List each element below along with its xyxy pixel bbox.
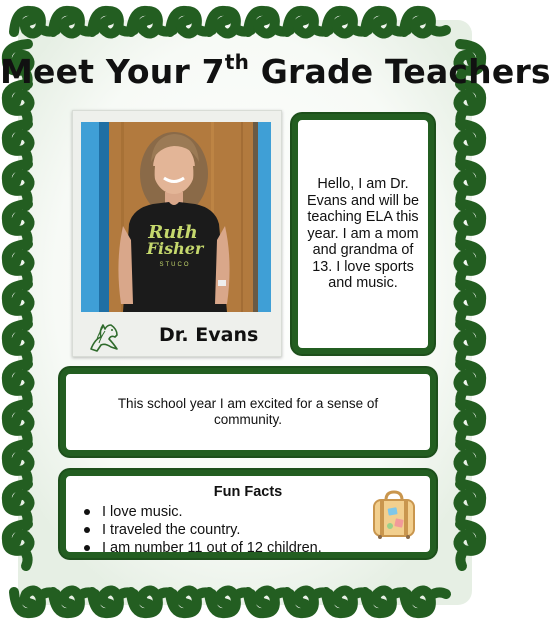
fun-facts-title: Fun Facts	[213, 484, 283, 500]
teacher-photo-card	[72, 110, 282, 357]
list-item: I am number 11 out of 12 children.	[82, 539, 322, 557]
fun-facts-box	[60, 470, 436, 558]
excited-text: This school year I am excited for a sense of community.	[117, 396, 379, 427]
intro-box	[292, 114, 434, 354]
suitcase-icon	[366, 486, 422, 542]
svg-text:Ruth: Ruth	[148, 222, 198, 243]
teacher-name: Dr. Evans	[159, 324, 259, 346]
fun-facts-list	[82, 503, 322, 557]
page-title: Meet Your 7th Grade Teachers	[0, 50, 551, 91]
excited-box	[60, 368, 436, 456]
mustang-horse-icon	[87, 319, 123, 355]
svg-text:Fisher: Fisher	[146, 239, 204, 258]
teacher-photo	[81, 122, 271, 312]
list-item: I love music.	[82, 503, 322, 521]
photo-caption	[73, 317, 281, 353]
list-item: I traveled the country.	[82, 521, 322, 539]
svg-text:STUCO: STUCO	[159, 262, 191, 268]
intro-text: Hello, I am Dr. Evans and will be teaching ELA this year. I am a mom and grandma of 13. I love sports and music.	[307, 176, 419, 292]
